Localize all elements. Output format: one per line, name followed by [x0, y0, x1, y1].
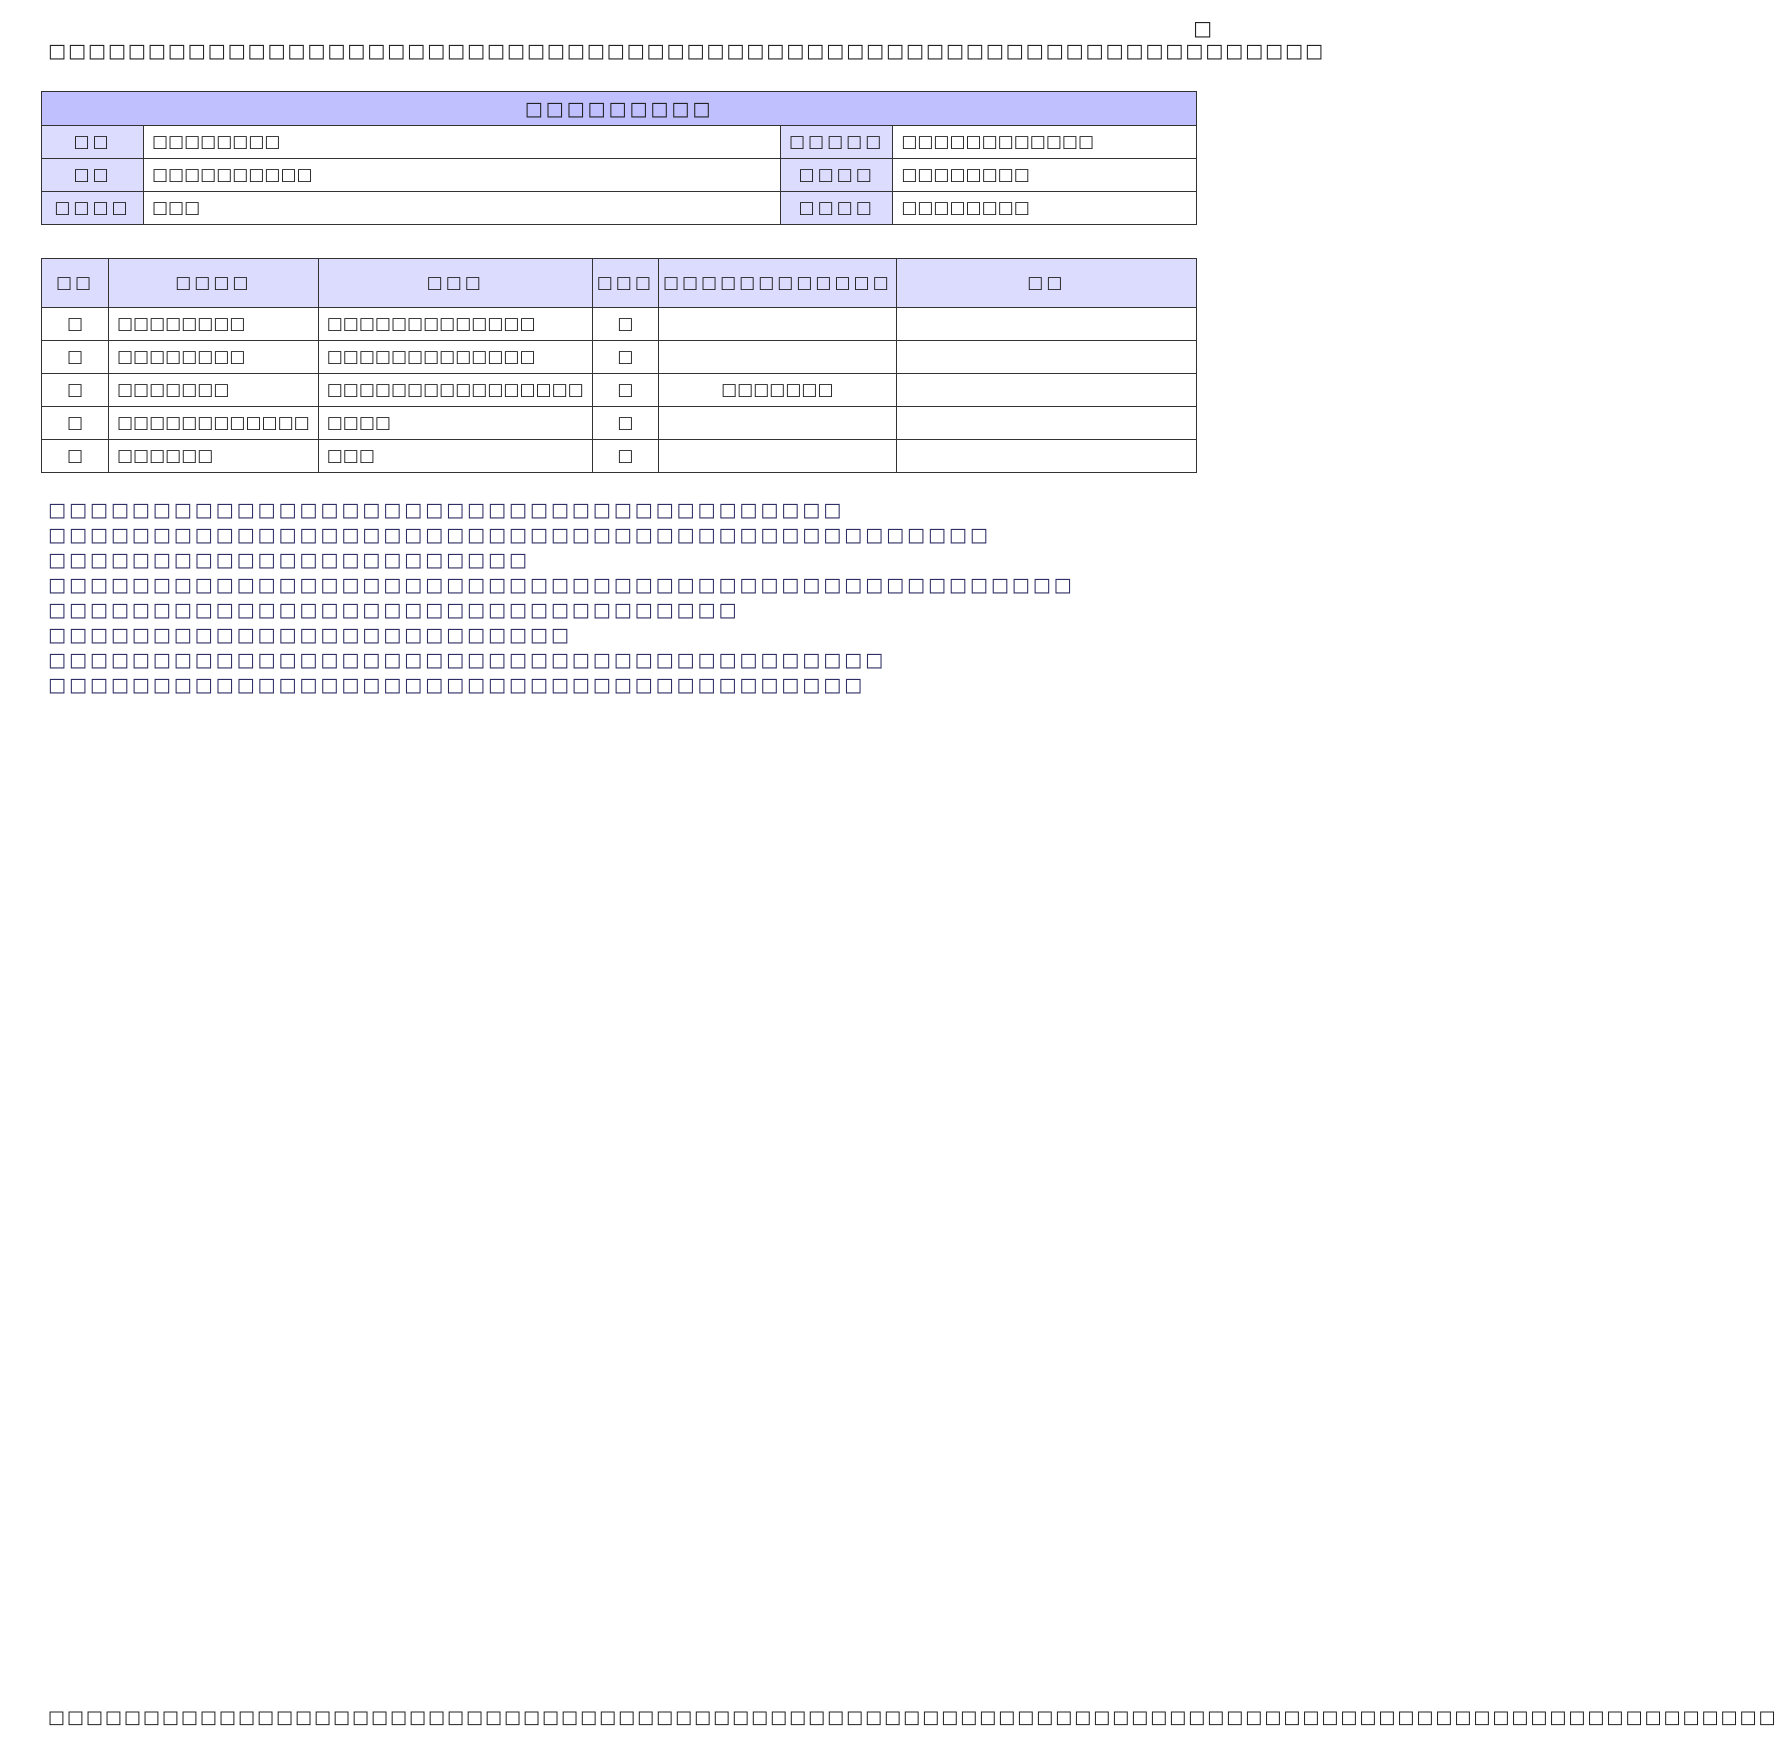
info-value-left: □□□ [144, 192, 781, 225]
info-row [42, 159, 1197, 192]
table-row [42, 374, 1197, 407]
document-header: □□□□□□□□□□□□□□□□□□□□□□□□□□□□□□□□□□□□□□□□□□□□□□□□□□□□□□□□□□□□□□□□ [48, 40, 1325, 62]
document-footer: □□□□□□□□□□□□□□□□□□□□□□□□□□□□□□□□□□□□□□□□□□□□□□□□□□□□□□□□□□□□□□□□□□□□□□□□□□□□□□□□□□□□□□□□□□□ [48, 1707, 1778, 1728]
cell-name: □□□ [318, 440, 592, 473]
note-line: □□□□□□□□□□□□□□□□□□□□□□□□□□□□□□□□□□□□□□□□□□□□□ [48, 524, 991, 546]
cell-code: □□□□□□ [109, 440, 319, 473]
cell-note [896, 374, 1196, 407]
info-value-right: □□□□□□□□ [893, 159, 1197, 192]
cell-qty: □ [592, 341, 658, 374]
cell-no: □ [42, 308, 109, 341]
info-row [42, 126, 1197, 159]
cell-name: □□□□□□□□□□□□□ [318, 341, 592, 374]
col-header-no: □□ [42, 259, 109, 308]
table-row [42, 308, 1197, 341]
cell-amount [658, 407, 896, 440]
info-label-right: □□□□ [781, 159, 893, 192]
note-line: □□□□□□□□□□□□□□□□□□□□□□□□□□□□□□□□□□□□□□□□□□□□□□□□□ [48, 574, 1075, 596]
cell-no: □ [42, 341, 109, 374]
note-line: □□□□□□□□□□□□□□□□□□□□□□□□□□□□□□□□□□□□□□□ [48, 674, 866, 696]
cell-code: □□□□□□□ [109, 374, 319, 407]
cell-amount [658, 308, 896, 341]
cell-qty: □ [592, 374, 658, 407]
col-header-amount: □□□□□□□□□□□□ [658, 259, 896, 308]
cell-name: □□□□□□□□□□□□□□□□ [318, 374, 592, 407]
info-label-left: □□□□ [42, 192, 144, 225]
cell-note [896, 308, 1196, 341]
info-label-right: □□□□□ [781, 126, 893, 159]
info-row [42, 192, 1197, 225]
note-line: □□□□□□□□□□□□□□□□□□□□□□□□□ [48, 624, 572, 646]
items-header-row [42, 259, 1197, 308]
info-table [41, 91, 1197, 225]
cell-qty: □ [592, 407, 658, 440]
cell-amount [658, 341, 896, 374]
table-row [42, 407, 1197, 440]
info-value-left: □□□□□□□□ [144, 126, 781, 159]
info-label-left: □□ [42, 159, 144, 192]
cell-no: □ [42, 440, 109, 473]
cell-qty: □ [592, 440, 658, 473]
col-header-note: □□ [896, 259, 1196, 308]
col-header-name: □□□ [318, 259, 592, 308]
info-value-left: □□□□□□□□□□ [144, 159, 781, 192]
note-line: □□□□□□□□□□□□□□□□□□□□□□□□□□□□□□□□□□□□□□□□ [48, 649, 887, 671]
corner-mark: □ [1193, 16, 1212, 40]
items-table [41, 258, 1197, 473]
col-header-qty: □□□ [592, 259, 658, 308]
cell-name: □□□□□□□□□□□□□ [318, 308, 592, 341]
info-label-right: □□□□ [781, 192, 893, 225]
cell-note [896, 440, 1196, 473]
cell-code: □□□□□□□□ [109, 341, 319, 374]
info-value-right: □□□□□□□□□□□□ [893, 126, 1197, 159]
note-line: □□□□□□□□□□□□□□□□□□□□□□□□□□□□□□□□□□□□□□ [48, 499, 845, 521]
note-line: □□□□□□□□□□□□□□□□□□□□□□□ [48, 549, 530, 571]
cell-code: □□□□□□□□ [109, 308, 319, 341]
table-row [42, 341, 1197, 374]
notes-block [48, 498, 1075, 698]
cell-no: □ [42, 374, 109, 407]
cell-note [896, 407, 1196, 440]
cell-amount: □□□□□□□ [658, 374, 896, 407]
cell-name: □□□□ [318, 407, 592, 440]
info-label-left: □□ [42, 126, 144, 159]
info-value-right: □□□□□□□□ [893, 192, 1197, 225]
col-header-code: □□□□ [109, 259, 319, 308]
cell-no: □ [42, 407, 109, 440]
cell-note [896, 341, 1196, 374]
table-row [42, 440, 1197, 473]
cell-code: □□□□□□□□□□□□ [109, 407, 319, 440]
note-line: □□□□□□□□□□□□□□□□□□□□□□□□□□□□□□□□□ [48, 599, 740, 621]
info-table-title: □□□□□□□□□ [42, 92, 1197, 126]
cell-qty: □ [592, 308, 658, 341]
cell-amount [658, 440, 896, 473]
